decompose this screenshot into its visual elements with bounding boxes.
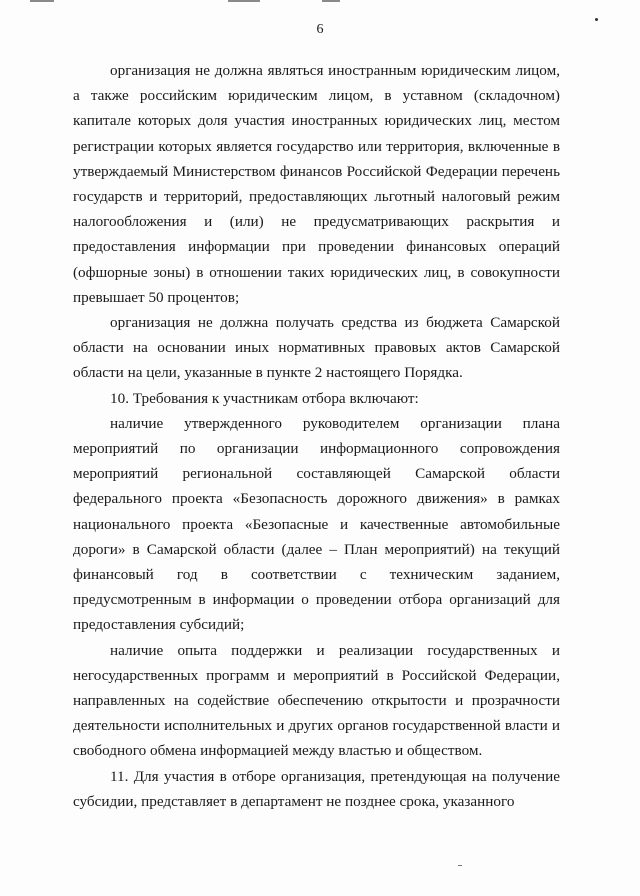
page-number: 6: [316, 22, 324, 37]
paragraph-budget-restriction: организация не должна получать средства из бюджета Самарской области на основании иных нормативных правовых актов Самарской области на цели, указанные в пункте 2 настоящего Порядка.: [73, 314, 560, 382]
document-body: [73, 58, 560, 814]
scan-artifact: [228, 0, 260, 2]
paragraph-offshore-restriction: организация не должна являться иностранным юридическим лицом, а также российским юридическим лицом, в уставном (складочном) капитале которых доля участия иностранных юридических лиц, местом регистрации которых является государство или территория, включенные в утверждаемый Министерством финансов Российской Федерации перечень государств и территорий, предоставляющих льготный налоговый режим налогообложения и (или) не предусматривающих раскрытия и предоставления информации при проведении финансовых операций (офшорные зоны) в отношении таких юридических лиц, в совокупности превышает 50 процентов;: [73, 62, 560, 306]
scan-artifact: [322, 0, 340, 2]
paragraph-plan-requirement: наличие утвержденного руководителем организации плана мероприятий по организации информационного сопровождения мероприятий региональной составляющей Самарской области федерального проекта «Безопасность дорожного движения» в рамках национального проекта «Безопасные и качественные автомобильные дороги» в Самарской области (далее – План мероприятий) на текущий финансовый год в соответствии с техническим заданием, предусмотренным в информации о проведении отбора организаций для предоставления субсидий;: [73, 414, 560, 634]
scan-artifact: [30, 0, 54, 2]
paragraph-experience-requirement: наличие опыта поддержки и реализации государственных и негосударственных программ и мероприятий в Российской Федерации, направленных на содействие обеспечению открытости и прозрачности деятельности исполнительных и других органов государственной власти и свободного обмена информацией между властью и обществом.: [73, 641, 560, 760]
paragraph-section-10-heading: 10. Требования к участникам отбора включают:: [110, 389, 419, 407]
scan-speck: [458, 865, 462, 866]
paragraph-section-11: 11. Для участия в отборе организация, претендующая на получение субсидии, представляет в департамент не позднее срока, указанного: [73, 767, 560, 810]
scan-speck: [595, 18, 598, 21]
